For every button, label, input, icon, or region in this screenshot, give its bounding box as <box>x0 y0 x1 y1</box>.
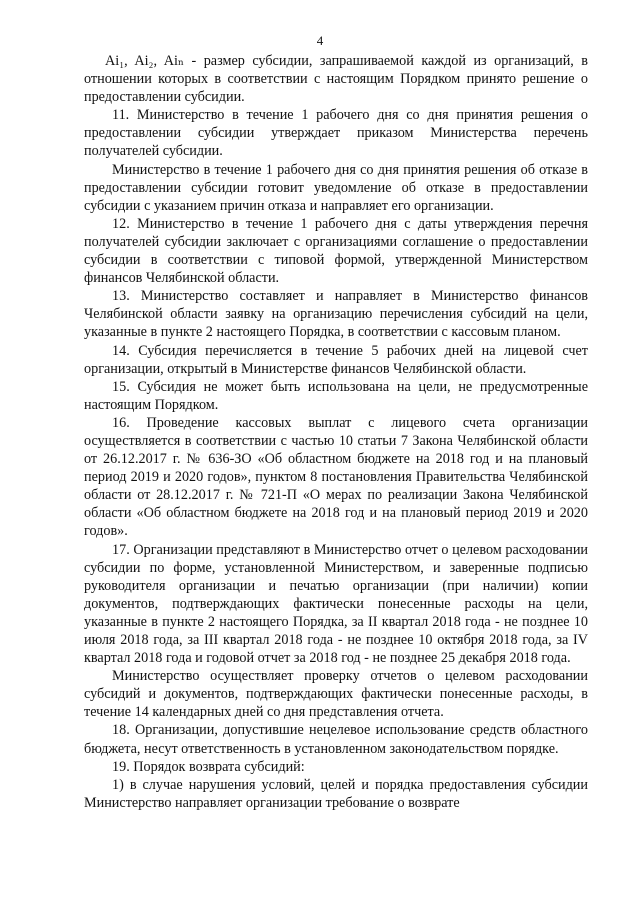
paragraph-15: 15. Субсидия не может быть использована на цели, не предусмотренные настоящим Порядком. <box>84 378 588 413</box>
paragraph-18: 18. Организации, допустившие нецелевое использование средств областного бюджета, несут ответственность в установленном законодательством порядке. <box>84 722 588 757</box>
paragraph-formula-definition: Ai₁, Ai₂, Aiₙ - размер субсидии, запрашиваемой каждой из организаций, в отношении которых в соответствии с настоящим Порядком принято решение о предоставлении субсидии. <box>84 53 588 106</box>
page-number: 4 <box>316 33 324 48</box>
paragraph-16: 16. Проведение кассовых выплат с лицевого счета организации осуществляется в соответствии с частью 10 статьи 7 Закона Челябинской области от 26.12.2017 г. № 636-ЗО «Об областном бюджете на 2018 год и на плановый период 2019 и 2020 годов», пунктом 8 постановления Правительства Челябинской области от 28.12.2017 г. № 721-П «О мерах по реализации Закона Челябинской области «Об областном бюджете на 2018 год и на плановый период 2019 и 2020 годов». <box>84 414 588 540</box>
paragraph-17: 17. Организации представляют в Министерство отчет о целевом расходовании субсидии по форме, установленной Министерством, и заверенные подписью руководителя организации и печатью организации (при наличии) копии документов, подтверждающих фактически понесенные расходы на цели, указанные в пункте 2 настоящего Порядка, за II квартал 2018 года - не позднее 10 июля 2018 года, за III квартал 2018 года - не позднее 10 октября 2018 года, за IV квартал 2018 года и годовой отчет за 2018 год - не позднее 25 декабря 2018 года. <box>84 541 588 667</box>
paragraph-11-refusal: Министерство в течение 1 рабочего дня со дня принятия решения об отказе в предоставлении субсидии готовит уведомление об отказе в предоставлении субсидии с указанием причин отказа и направляет его организации. <box>84 161 588 214</box>
paragraph-12: 12. Министерство в течение 1 рабочего дня с даты утверждения перечня получателей субсидии заключает с организациями соглашение о предоставлении субсидии в соответствии с типовой формой, утвержденной Министерством финансов Челябинской области. <box>84 215 588 287</box>
paragraph-13: 13. Министерство составляет и направляет в Министерство финансов Челябинской области заявку на организацию перечисления субсидий на цели, указанные в пункте 2 настоящего Порядка, в соответствии с кассовым планом. <box>84 288 588 341</box>
paragraph-11: 11. Министерство в течение 1 рабочего дня со дня принятия решения о предоставлении субсидии утверждает приказом Министерства перечень получателей субсидии. <box>84 107 588 160</box>
document-body <box>84 52 588 812</box>
paragraph-19: 19. Порядок возврата субсидий: <box>112 758 305 775</box>
paragraph-19-item-1: 1) в случае нарушения условий, целей и порядка предоставления субсидии Министерство направляет организации требование о возврате <box>84 776 588 811</box>
paragraph-14: 14. Субсидия перечисляется в течение 5 рабочих дней на лицевой счет организации, открытый в Министерстве финансов Челябинской области. <box>84 342 588 377</box>
paragraph-17-verification: Министерство осуществляет проверку отчетов о целевом расходовании субсидий и документов, подтверждающих фактически понесенные расходы, в течение 14 календарных дней со дня представления отчета. <box>84 668 588 721</box>
